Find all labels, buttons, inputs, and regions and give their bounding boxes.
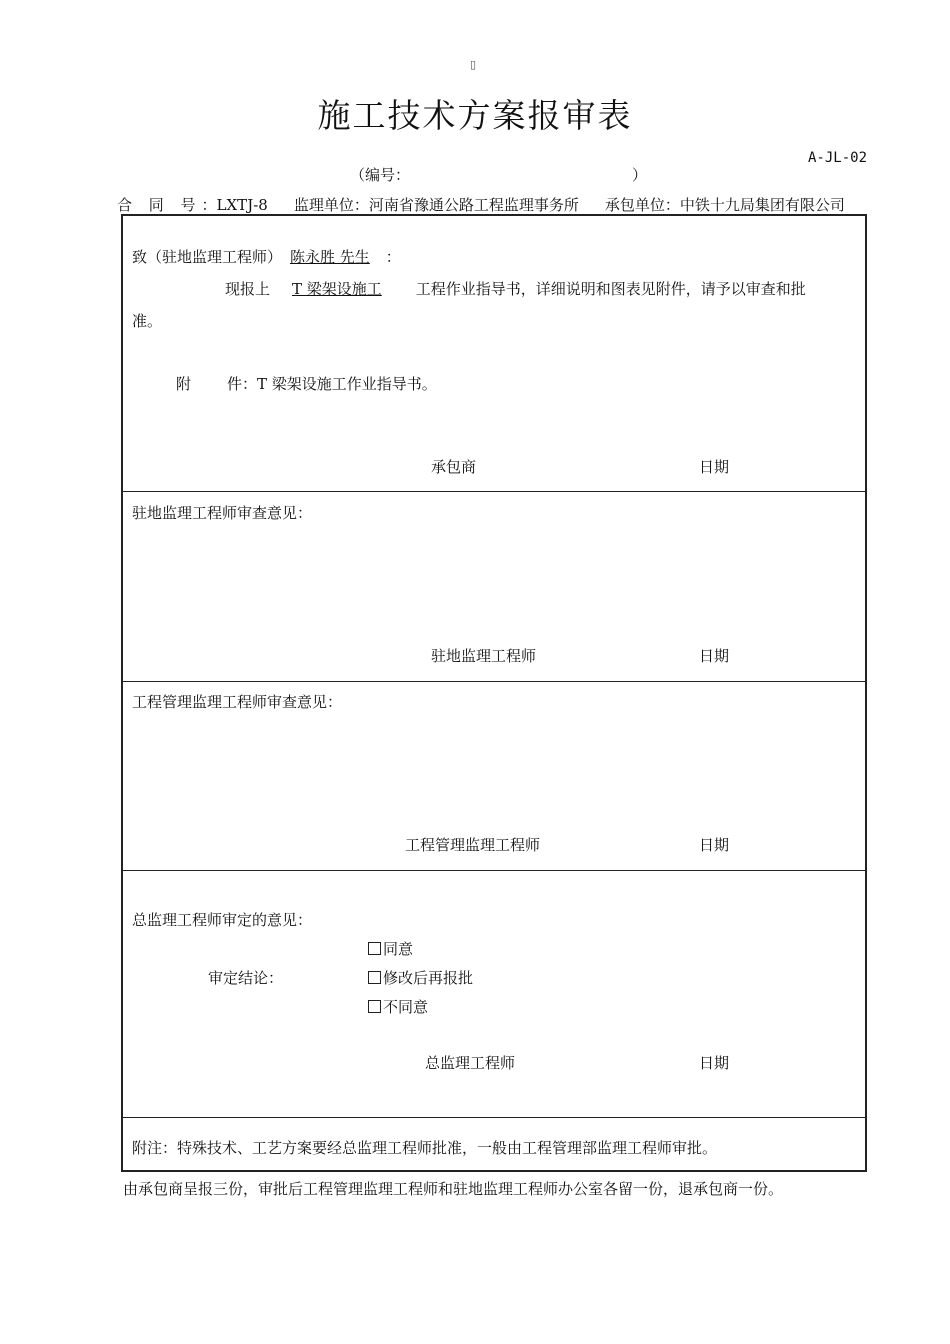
body-suffix: 工程作业指导书，详细说明和图表见附件，请予以审查和批	[415, 280, 806, 298]
addressee-prefix: 致（驻地监理工程师）	[132, 248, 283, 266]
header-mark-glyph: ▯	[470, 58, 477, 71]
attachment-label: 附	[176, 375, 192, 393]
submission-body-line	[225, 278, 806, 299]
attachment-text: 件：T 梁架设施工作业指导书。	[227, 375, 437, 393]
management-engineer-heading: 工程管理监理工程师审查意见：	[132, 693, 343, 711]
serial-close: ）	[632, 166, 648, 184]
addressee-name: 陈永胜 先生	[290, 248, 370, 266]
management-engineer-signature-label: 工程管理监理工程师	[405, 836, 541, 854]
chief-engineer-signature-label: 总监理工程师	[425, 1054, 516, 1072]
chief-engineer-section	[123, 871, 865, 1118]
contractor-signature-label: 承包商	[431, 458, 477, 476]
management-engineer-date-label: 日期	[699, 836, 730, 854]
resident-engineer-date-label: 日期	[699, 647, 730, 665]
option-disagree[interactable]: 不同意	[368, 996, 428, 1017]
addressee-suffix: ：	[385, 248, 401, 266]
contractor-unit: 承包单位：中铁十九局集团有限公司	[604, 196, 845, 214]
submission-body-line2: 准。	[132, 312, 163, 330]
supervisor-unit: 监理单位：河南省豫通公路工程监理事务所	[293, 196, 579, 214]
option-revise-resubmit[interactable]: 修改后再报批	[368, 967, 473, 988]
remarks-section	[123, 1118, 865, 1172]
attachment-line	[176, 373, 437, 394]
serial-open: （编号：	[350, 166, 411, 184]
body-prefix: 现报上	[225, 280, 271, 298]
submission-section	[123, 216, 865, 492]
resident-engineer-section	[123, 492, 865, 682]
resident-engineer-heading: 驻地监理工程师审查意见：	[132, 504, 313, 522]
project-name: T 梁架设施工	[292, 280, 382, 298]
addressee-line	[132, 246, 401, 267]
form-title: 施工技术方案报审表	[317, 96, 633, 135]
remarks-note: 附注：特殊技术、工艺方案要经总监理工程师批准，一般由工程管理部监理工程师审批。	[132, 1139, 718, 1157]
resident-engineer-signature-label: 驻地监理工程师	[431, 647, 537, 665]
contract-value: ：LXTJ-8	[201, 196, 268, 214]
checkbox-icon[interactable]	[368, 1000, 381, 1013]
option-agree[interactable]: 同意	[368, 938, 413, 959]
form-code: A-JL-02	[808, 150, 868, 166]
chief-engineer-date-label: 日期	[699, 1054, 730, 1072]
chief-engineer-heading: 总监理工程师审定的意见：	[132, 911, 313, 929]
contract-info-line	[117, 194, 845, 215]
checkbox-icon[interactable]	[368, 942, 381, 955]
management-engineer-section	[123, 682, 865, 871]
conclusion-label: 审定结论：	[208, 969, 284, 987]
approval-form-table	[121, 214, 867, 1172]
checkbox-icon[interactable]	[368, 971, 381, 984]
serial-number-line	[350, 164, 647, 185]
distribution-note: 由承包商呈报三份，审批后工程管理监理工程师和驻地监理工程师办公室各留一份，退承包商一份。	[123, 1180, 784, 1198]
contract-label: 合 同 号	[117, 196, 202, 214]
contractor-date-label: 日期	[699, 458, 730, 476]
